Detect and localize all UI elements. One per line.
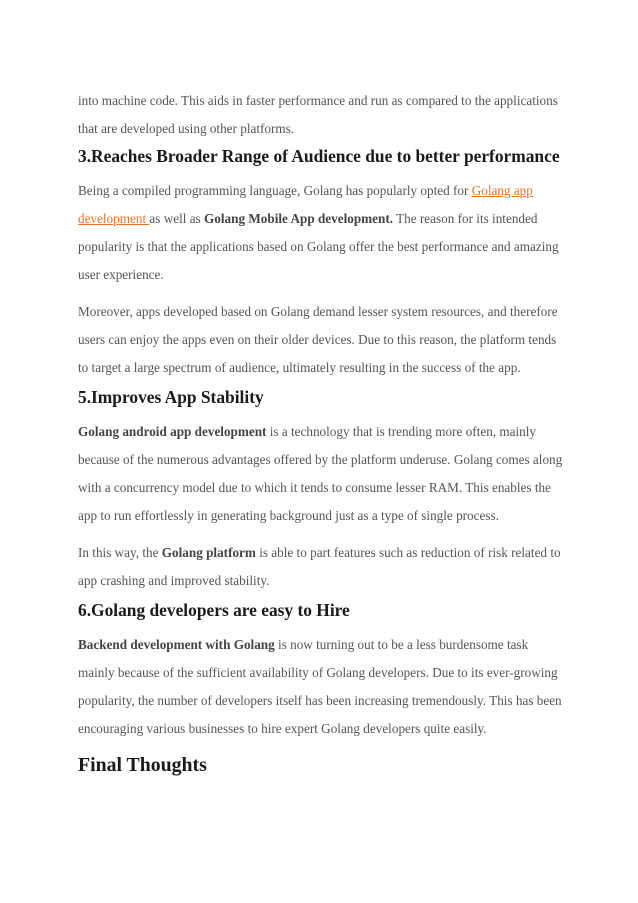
section-5-p2-text-a: In this way, the xyxy=(78,545,162,560)
section-6-paragraph-1 xyxy=(78,631,568,743)
section-3-p1-text-a: Being a compiled programming language, Golang has popularly opted for xyxy=(78,183,472,198)
section-5-p2-text-b: is able to part features such as reduction of risk related to app crashing and improved stability. xyxy=(78,545,561,588)
section-3-p1-text-c: The reason for its intended popularity is that the applications based on Golang offer the best performance and amazing user experience. xyxy=(78,211,559,282)
section-5-p1-text: is a technology that is trending more often, mainly because of the numerous advantages offered by the platform underuse. Golang comes along with a concurrency model due to which it tends to consume lesser RAM. This enables the app to run effortlessly in generating background just as a type of single process. xyxy=(78,424,563,523)
section-6-p1-text: is now turning out to be a less burdensome task mainly because of the sufficient availability of Golang developers. Due to its ever-growing popularity, the number of developers itself has been increasing tremendously. This has been encouraging various businesses to hire expert Golang developers quite easily. xyxy=(78,637,562,736)
section-5-heading: 5.Improves App Stability xyxy=(78,387,264,407)
intro-line-1: into machine code. This aids in faster performance and run as compared to the applications xyxy=(78,93,558,108)
section-6-p1-bold: Backend development with Golang xyxy=(78,637,275,652)
section-3-heading: 3.Reaches Broader Range of Audience due to better performance xyxy=(78,146,560,166)
golang-app-development-link[interactable]: Golang app development xyxy=(78,183,533,226)
section-3-paragraph-1 xyxy=(78,177,568,289)
intro-paragraph xyxy=(78,87,568,143)
section-3-paragraph-2: Moreover, apps developed based on Golang demand lesser system resources, and therefore users can enjoy the apps even on their older devices. Due to this reason, the platform tends to target a large spectrum of audience, ultimately resulting in the success of the app. xyxy=(78,304,558,375)
section-5-p1-bold: Golang android app development xyxy=(78,424,267,439)
document-body xyxy=(78,87,568,777)
section-3-p1-text-b: as well as xyxy=(149,211,204,226)
section-5-p2-bold: Golang platform xyxy=(161,545,256,560)
section-3-p1-bold: Golang Mobile App development. xyxy=(204,211,394,226)
section-5-paragraph-1 xyxy=(78,418,568,530)
final-thoughts-heading: Final Thoughts xyxy=(78,754,207,776)
section-6-heading: 6.Golang developers are easy to Hire xyxy=(78,600,350,620)
section-5-paragraph-2 xyxy=(78,539,568,595)
intro-line-2: that are developed using other platforms. xyxy=(78,121,295,136)
